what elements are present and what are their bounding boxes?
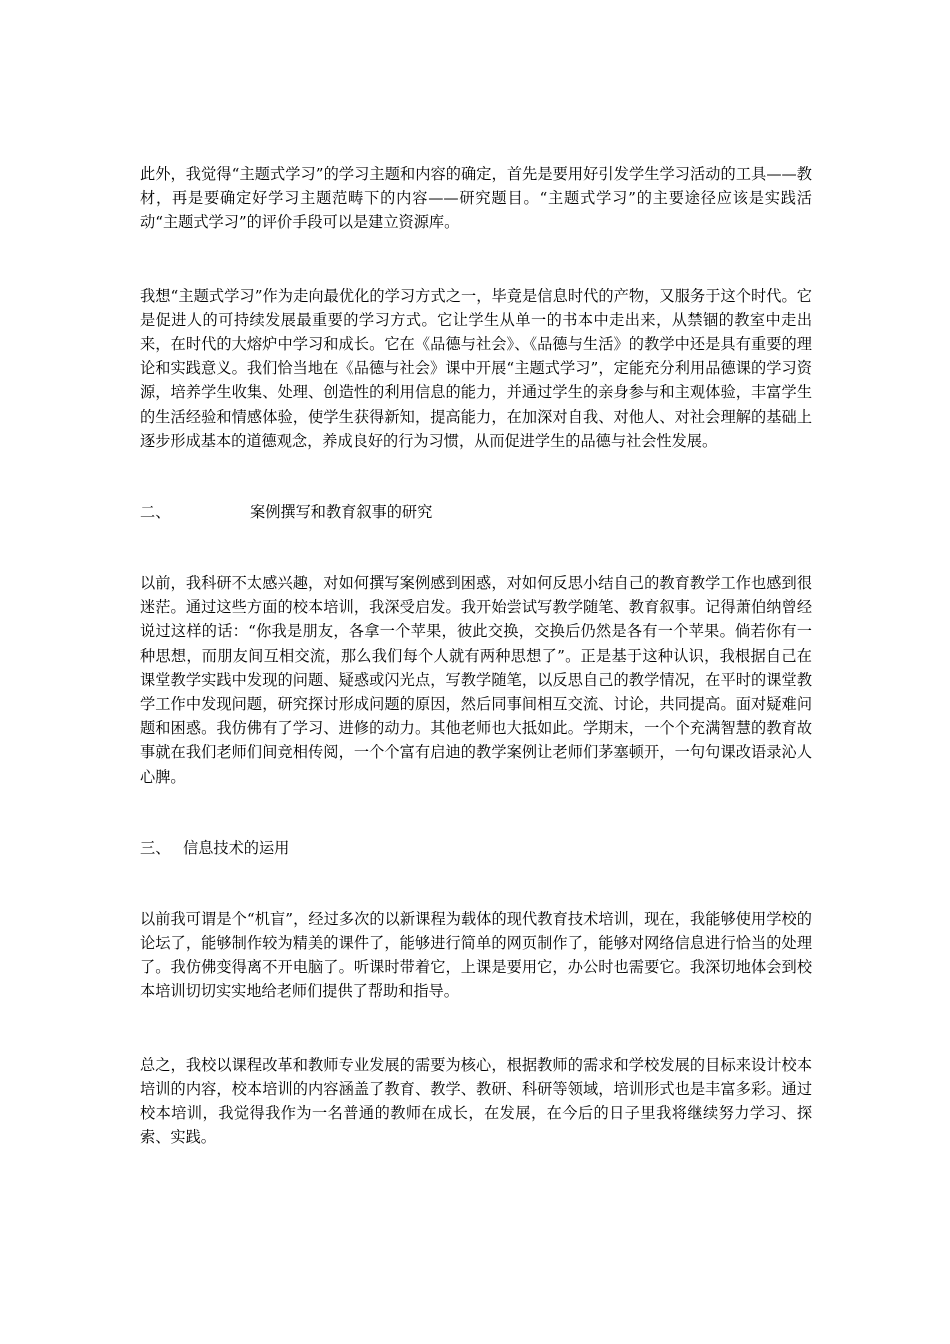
paragraph-spacer xyxy=(140,235,812,284)
paragraph-theme-learning-content: 此外，我觉得“主题式学习”的学习主题和内容的确定，首先是要用好引发学生学习活动的工具——教材，再是要确定好学习主题范畴下的内容——研究题目。“主题式学习”的主要途径应该是实践活动“主题式学习”的评价手段可以是建立资源库。 xyxy=(140,165,812,232)
paragraph-theme-learning-value: 我想“主题式学习”作为走向最优化的学习方式之一，毕竟是信息时代的产物，又服务于这个时代。它是促进人的可持续发展最重要的学习方式。它让学生从单一的书本中走出来，从禁锢的教室中走出来，在时代的大熔炉中学习和成长。它在《品德与社会》、《品德与生活》的教学中还是具有重要的理论和实践意义。我们恰当地在《品德与社会》课中开展“主题式学习”，定能充分利用品德课的学习资源，培养学生收集、处理、创造性的利用信息的能力，并通过学生的亲身参与和主观体验，丰富学生的生活经验和情感体验，使学生获得新知，提高能力，在加深对自我、对他人、对社会理解的基础上逐步形成基本的道德观念，养成良好的行为习惯，从而促进学生的品德与社会性发展。 xyxy=(140,286,812,450)
section-heading-case-writing xyxy=(140,500,812,524)
paragraph-spacer xyxy=(140,1004,812,1053)
paragraph-conclusion: 总之，我校以课程改革和教师专业发展的需要为核心，根据教师的需求和学校发展的目标来设计校本培训的内容，校本培训的内容涵盖了教育、教学、教研、科研等领域，培训形式也是丰富多彩。通过校本培训，我觉得我作为一名普通的教师在成长，在发展，在今后的日子里我将继续努力学习、探索、实践。 xyxy=(140,1055,812,1147)
paragraph-spacer xyxy=(140,860,812,907)
paragraph-info-tech: 以前我可谓是个“机盲”，经过多次的以新课程为载体的现代教育技术培训，现在，我能够使用学校的论坛了，能够制作较为精美的课件了，能够进行简单的网页制作了，能够对网络信息进行恰当的处理了。我仿佛变得离不开电脑了。听课时带着它，上课是要用它，办公时也需要它。我深切地体会到校本培训切切实实地给老师们提供了帮助和指导。 xyxy=(140,909,812,1001)
section-number: 三、 xyxy=(140,838,171,857)
section-number: 二、 xyxy=(140,503,171,522)
section-title: 信息技术的运用 xyxy=(183,838,290,857)
paragraph-spacer xyxy=(140,789,812,836)
section-heading-info-tech xyxy=(140,836,812,860)
section-title: 案例撰写和教育叙事的研究 xyxy=(250,503,433,522)
paragraph-spacer xyxy=(140,453,812,500)
paragraph-spacer xyxy=(140,524,812,571)
paragraph-case-writing: 以前，我科研不太感兴趣，对如何撰写案例感到困惑，对如何反思小结自己的教育教学工作也感到很迷茫。通过这些方面的校本培训，我深受启发。我开始尝试写教学随笔、教育叙事。记得萧伯纳曾经说过这样的话：“你我是朋友，各拿一个苹果，彼此交换，交换后仍然是各有一个苹果。倘若你有一种思想，而朋友间互相交流，那么我们每个人就有两种思想了”。正是基于这种认识，我根据自己在课堂教学实践中发现的问题、疑惑或闪光点，写教学随笔，以反思自己的教学情况，在平时的课堂教学工作中发现问题，研究探讨形成问题的原因，然后同事间相互交流、讨论，共同提高。面对疑难问题和困惑。我仿佛有了学习、进修的动力。其他老师也大抵如此。学期末，一个个充满智慧的教育故事就在我们老师们间竞相传阅，一个个富有启迪的教学案例让老师们茅塞顿开，一句句课改语录沁人心脾。 xyxy=(140,574,812,786)
document-page xyxy=(140,162,812,1149)
